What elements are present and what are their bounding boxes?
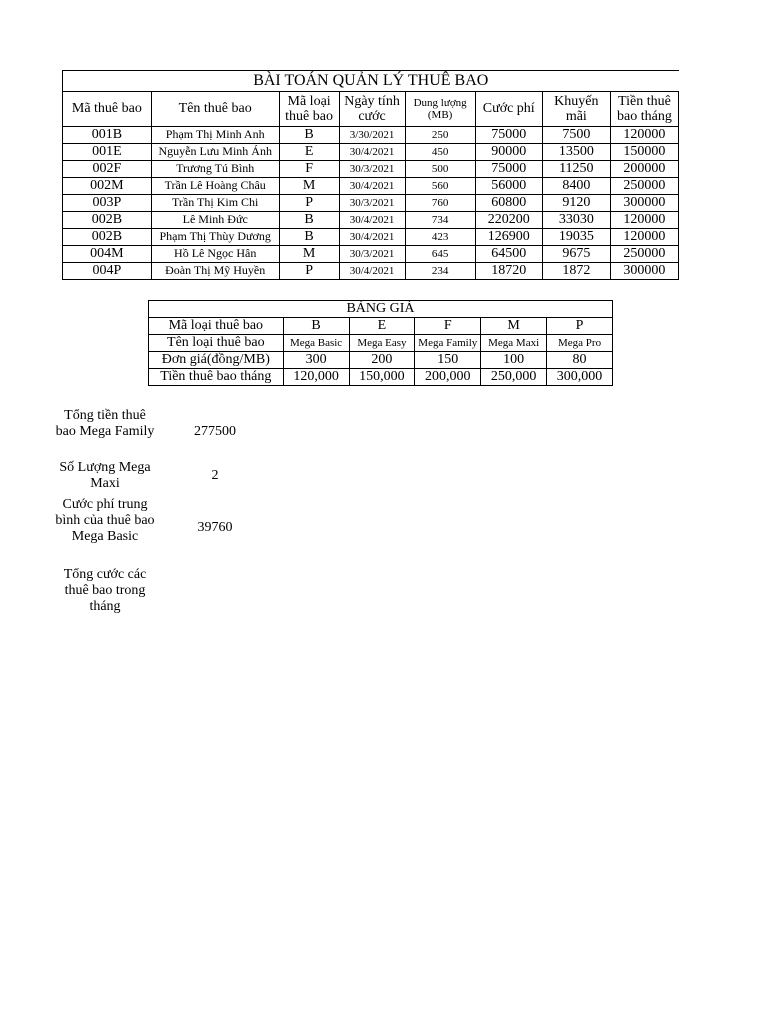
header-type: Mã loại thuê bao (279, 92, 339, 127)
price-monthly-row (149, 369, 613, 386)
price-monthly: 200,000 (415, 369, 481, 386)
cell-mb: 250 (405, 127, 475, 144)
cell-promo: 8400 (542, 178, 610, 195)
cell-monthly: 120000 (610, 127, 678, 144)
cell-id: 002B (63, 229, 152, 246)
cell-name: Phạm Thị Thùy Dương (151, 229, 279, 246)
cell-promo: 11250 (542, 161, 610, 178)
price-monthly: 300,000 (547, 369, 613, 386)
month-total-label: Tổng cước các thuê bao trong tháng (63, 567, 147, 614)
price-name: Mega Family (415, 335, 481, 352)
price-monthly-label: Tiền thuê bao tháng (149, 369, 284, 386)
price-unit: 150 (415, 352, 481, 369)
price-name-label: Tên loại thuê bao (149, 335, 284, 352)
cell-monthly: 250000 (610, 246, 678, 263)
table-row (63, 195, 679, 212)
cell-id: 001E (63, 144, 152, 161)
header-date: Ngày tính cước (339, 92, 405, 127)
cell-fee: 64500 (475, 246, 542, 263)
cell-type: P (279, 195, 339, 212)
price-unit: 80 (547, 352, 613, 369)
cell-mb: 500 (405, 161, 475, 178)
header-fee: Cước phí (475, 92, 542, 127)
cell-fee: 18720 (475, 263, 542, 280)
table-row (63, 263, 679, 280)
cell-fee: 75000 (475, 127, 542, 144)
cell-promo: 19035 (542, 229, 610, 246)
cell-name: Phạm Thị Minh Anh (151, 127, 279, 144)
price-code-label: Mã loại thuê bao (149, 318, 284, 335)
table-row (63, 178, 679, 195)
family-total-label: Tổng tiền thuê bao Mega Family (55, 408, 155, 439)
cell-fee: 60800 (475, 195, 542, 212)
basic-avg-label: Cước phí trung bình của thuê bao Mega Basic (55, 497, 155, 544)
cell-type: B (279, 229, 339, 246)
cell-date: 30/4/2021 (339, 144, 405, 161)
cell-mb: 760 (405, 195, 475, 212)
cell-id: 001B (63, 127, 152, 144)
cell-name: Đoàn Thị Mỹ Huyền (151, 263, 279, 280)
cell-id: 002F (63, 161, 152, 178)
price-unit: 200 (349, 352, 415, 369)
cell-promo: 33030 (542, 212, 610, 229)
cell-name: Hồ Lê Ngọc Hân (151, 246, 279, 263)
table-row (63, 161, 679, 178)
cell-fee: 75000 (475, 161, 542, 178)
cell-fee: 220200 (475, 212, 542, 229)
price-code-row (149, 318, 613, 335)
price-monthly: 150,000 (349, 369, 415, 386)
header-id: Mã thuê bao (63, 92, 152, 127)
maxi-count-label: Số Lượng Mega Maxi (59, 460, 151, 491)
cell-fee: 126900 (475, 229, 542, 246)
cell-id: 003P (63, 195, 152, 212)
cell-type: E (279, 144, 339, 161)
cell-id: 002M (63, 178, 152, 195)
subscriber-table (62, 70, 679, 280)
cell-date: 30/4/2021 (339, 178, 405, 195)
price-unit: 300 (283, 352, 349, 369)
family-total-value: 277500 (194, 424, 236, 439)
cell-id: 004P (63, 263, 152, 280)
table-row (63, 127, 679, 144)
cell-type: M (279, 246, 339, 263)
price-unit-row (149, 352, 613, 369)
cell-name: Nguyễn Lưu Minh Ánh (151, 144, 279, 161)
cell-id: 002B (63, 212, 152, 229)
header-mb: Dung lượng (MB) (405, 92, 475, 127)
cell-type: M (279, 178, 339, 195)
table-title-row (63, 71, 679, 92)
cell-name: Trương Tú Bình (151, 161, 279, 178)
cell-type: F (279, 161, 339, 178)
cell-promo: 9120 (542, 195, 610, 212)
cell-id: 004M (63, 246, 152, 263)
price-code: M (481, 318, 547, 335)
cell-date: 30/4/2021 (339, 212, 405, 229)
table-row (63, 212, 679, 229)
price-name: Mega Basic (283, 335, 349, 352)
price-table-title: BẢNG GIÁ (149, 301, 613, 318)
price-code: P (547, 318, 613, 335)
table-row (63, 144, 679, 161)
cell-monthly: 120000 (610, 212, 678, 229)
cell-monthly: 300000 (610, 263, 678, 280)
cell-monthly: 200000 (610, 161, 678, 178)
header-promo: Khuyến mãi (542, 92, 610, 127)
header-row (63, 92, 679, 127)
price-unit: 100 (481, 352, 547, 369)
price-unit-label: Đơn giá(đồng/MB) (149, 352, 284, 369)
price-name: Mega Easy (349, 335, 415, 352)
cell-date: 30/4/2021 (339, 263, 405, 280)
cell-mb: 645 (405, 246, 475, 263)
cell-name: Trần Thị Kim Chi (151, 195, 279, 212)
price-name: Mega Pro (547, 335, 613, 352)
cell-promo: 13500 (542, 144, 610, 161)
cell-mb: 234 (405, 263, 475, 280)
cell-date: 30/4/2021 (339, 229, 405, 246)
cell-promo: 7500 (542, 127, 610, 144)
table-title: BÀI TOÁN QUẢN LÝ THUÊ BAO (63, 71, 679, 92)
cell-type: P (279, 263, 339, 280)
cell-mb: 423 (405, 229, 475, 246)
cell-fee: 56000 (475, 178, 542, 195)
cell-date: 30/3/2021 (339, 161, 405, 178)
cell-type: B (279, 127, 339, 144)
cell-mb: 560 (405, 178, 475, 195)
price-monthly: 250,000 (481, 369, 547, 386)
price-code: F (415, 318, 481, 335)
cell-monthly: 120000 (610, 229, 678, 246)
cell-mb: 450 (405, 144, 475, 161)
header-name: Tên thuê bao (151, 92, 279, 127)
cell-mb: 734 (405, 212, 475, 229)
cell-type: B (279, 212, 339, 229)
cell-promo: 1872 (542, 263, 610, 280)
price-code: E (349, 318, 415, 335)
price-code: B (283, 318, 349, 335)
price-table (148, 300, 613, 386)
cell-promo: 9675 (542, 246, 610, 263)
cell-name: Lê Minh Đức (151, 212, 279, 229)
price-name-row (149, 335, 613, 352)
price-name: Mega Maxi (481, 335, 547, 352)
basic-avg-value: 39760 (197, 520, 233, 535)
cell-date: 3/30/2021 (339, 127, 405, 144)
cell-date: 30/3/2021 (339, 246, 405, 263)
maxi-count-value: 2 (211, 468, 219, 483)
cell-fee: 90000 (475, 144, 542, 161)
header-monthly: Tiền thuê bao tháng (610, 92, 678, 127)
cell-monthly: 250000 (610, 178, 678, 195)
table-row (63, 229, 679, 246)
table-row (63, 246, 679, 263)
cell-monthly: 300000 (610, 195, 678, 212)
cell-date: 30/3/2021 (339, 195, 405, 212)
cell-monthly: 150000 (610, 144, 678, 161)
price-monthly: 120,000 (283, 369, 349, 386)
cell-name: Trần Lê Hoàng Châu (151, 178, 279, 195)
